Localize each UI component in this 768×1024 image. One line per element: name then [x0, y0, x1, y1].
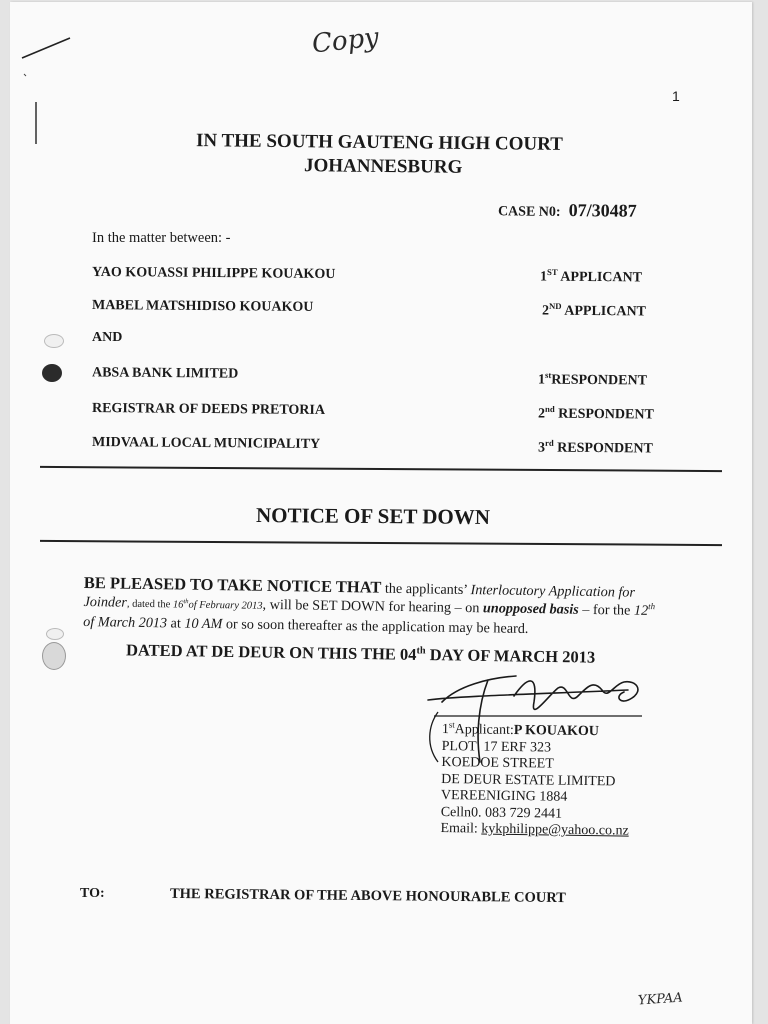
- email-link[interactable]: kykphilippe@yahoo.co.nz: [481, 821, 629, 839]
- handwritten-copy-note: Copy: [310, 22, 381, 60]
- party-role: 1stRESPONDENT: [537, 369, 648, 389]
- handwritten-initials: YKPAA: [637, 990, 684, 1009]
- email-line: Email: kykphilippe@yahoo.co.nz: [440, 820, 629, 839]
- to-label: TO:: [80, 886, 105, 901]
- address-line: DE DEUR ESTATE LIMITED: [441, 771, 616, 789]
- punch-hole-ghost: [46, 628, 64, 640]
- matter-intro: In the matter between: -: [92, 230, 231, 246]
- party-name: ABSA BANK LIMITED: [91, 365, 239, 382]
- address-line: PLOT 17 ERF 323: [441, 738, 552, 756]
- party-name: MABEL MATSHIDISO KOUAKOU: [91, 298, 314, 315]
- page-number: 1: [672, 88, 680, 104]
- signatory-line: 1stApplicant:P KOUAKOU: [441, 719, 600, 740]
- cell-number: Celln0. 083 729 2441: [440, 804, 563, 822]
- court-location: JOHANNESBURG: [303, 155, 463, 178]
- punch-hole-ghost: [44, 334, 64, 348]
- address-line: KOEDOE STREET: [441, 754, 554, 772]
- party-role: 3rd RESPONDENT: [537, 437, 653, 457]
- party-name: MIDVAAL LOCAL MUNICIPALITY: [91, 435, 321, 452]
- party-role: 2nd RESPONDENT: [537, 403, 654, 423]
- and-separator: AND: [92, 330, 123, 345]
- divider-line: [40, 466, 722, 472]
- party-name: YAO KOUASSI PHILIPPE KOUAKOU: [91, 264, 336, 283]
- notice-title: NOTICE OF SET DOWN: [255, 502, 491, 530]
- to-recipient: THE REGISTRAR OF THE ABOVE HONOURABLE COURT: [169, 885, 566, 907]
- party-role: 2ND APPLICANT: [541, 300, 647, 320]
- case-number-value: 07/30487: [568, 200, 637, 221]
- case-number: [498, 199, 637, 221]
- punch-hole: [42, 642, 66, 670]
- dated-line: DATED AT DE DEUR ON THIS THE 04th DAY OF MARCH 2013: [125, 640, 596, 667]
- party-name: REGISTRAR OF DEEDS PRETORIA: [91, 400, 326, 419]
- case-number-label: CASE N0:: [497, 204, 561, 220]
- party-role: 1ST APPLICANT: [539, 266, 643, 286]
- notice-body: BE PLEASED TO TAKE NOTICE THAT the applicants’ Interlocutory Application for Joinder, dated the 16thof February 2013, will be SET DOWN for hearing – on unopposed basis – for the 12th of March 2013 at 10 AM or so soon thereafter as the application may be heard.: [83, 573, 656, 637]
- document-page: [10, 2, 752, 1024]
- signature-block: [440, 719, 630, 840]
- divider-line: [40, 540, 722, 546]
- punch-hole: [42, 364, 62, 382]
- address-line: VEREENIGING 1884: [440, 787, 568, 805]
- court-heading: IN THE SOUTH GAUTENG HIGH COURT: [195, 130, 564, 155]
- margin-marks: [16, 30, 76, 180]
